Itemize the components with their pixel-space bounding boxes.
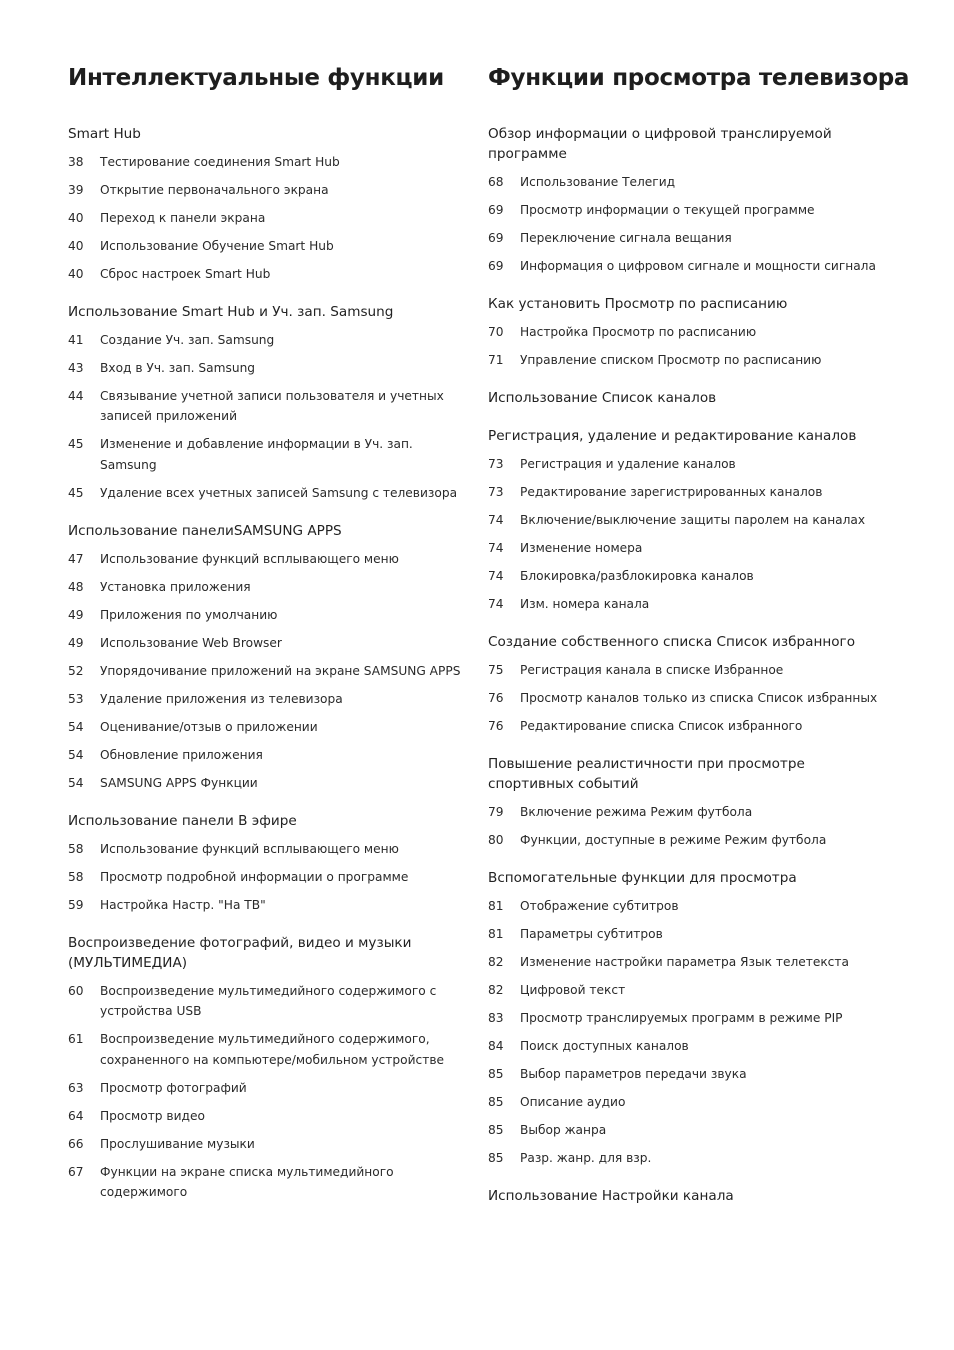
toc-entry[interactable]	[488, 172, 878, 193]
toc-section	[488, 124, 878, 276]
page-number: 40	[68, 238, 84, 253]
entry-title: Упорядочивание приложений на экране SAMSUNG APPS	[100, 663, 461, 678]
toc-entry[interactable]	[488, 688, 878, 709]
page-number: 70	[488, 324, 504, 339]
toc-entry[interactable]	[488, 538, 878, 559]
page-number: 69	[488, 230, 504, 245]
toc-section	[488, 426, 878, 614]
toc-entry[interactable]	[68, 1029, 468, 1070]
page-number: 81	[488, 898, 504, 913]
entry-title: Использование функций всплывающего меню	[100, 551, 399, 566]
page-number: 47	[68, 551, 84, 566]
page-number: 69	[488, 202, 504, 217]
entry-title: Регистрация канала в списке Избранное	[520, 662, 784, 677]
page-number: 74	[488, 540, 504, 555]
entry-title: Регистрация и удаление каналов	[520, 456, 736, 471]
toc-section	[68, 124, 468, 284]
page-number: 41	[68, 332, 84, 347]
toc-entry[interactable]	[488, 896, 878, 917]
page-number: 68	[488, 174, 504, 189]
entry-title: Использование Web Browser	[100, 635, 282, 650]
entry-title: Разр. жанр. для взр.	[520, 1150, 652, 1165]
page-number: 85	[488, 1066, 504, 1081]
toc-entry[interactable]	[68, 1162, 468, 1203]
toc-entry[interactable]	[488, 566, 878, 587]
toc-entry[interactable]	[68, 236, 468, 257]
toc-entry[interactable]	[68, 264, 468, 285]
page-number: 40	[68, 266, 84, 281]
toc-entry[interactable]	[68, 689, 468, 710]
toc-column-left	[68, 60, 468, 1203]
toc-entry[interactable]	[488, 1036, 878, 1057]
toc-entry[interactable]	[68, 152, 468, 173]
toc-column-right	[488, 60, 910, 1206]
page-number: 39	[68, 182, 84, 197]
toc-entry[interactable]	[488, 322, 878, 343]
entry-title: Выбор жанра	[520, 1122, 607, 1137]
toc-heading[interactable]: Регистрация, удаление и редактирование каналов	[488, 428, 857, 444]
toc-entry[interactable]	[488, 980, 878, 1001]
toc-entry[interactable]	[68, 773, 468, 794]
entry-title: Просмотр подробной информации о программе	[100, 869, 409, 884]
toc-entry[interactable]	[68, 386, 468, 427]
entry-title: Просмотр информации о текущей программе	[520, 202, 815, 217]
toc-section	[488, 1186, 878, 1206]
entry-title: Описание аудио	[520, 1094, 626, 1109]
page-number: 74	[488, 512, 504, 527]
entry-title: Отображение субтитров	[520, 898, 679, 913]
page-number: 84	[488, 1038, 504, 1053]
toc-section	[68, 302, 468, 503]
toc-entry[interactable]	[68, 208, 468, 229]
entry-title: Создание Уч. зап. Samsung	[100, 332, 275, 347]
toc-entry[interactable]	[68, 483, 468, 504]
toc-section	[488, 388, 878, 408]
toc-entry[interactable]	[488, 200, 878, 221]
entry-title: Открытие первоначального экрана	[100, 182, 329, 197]
toc-entry[interactable]	[488, 1120, 878, 1141]
entry-title: Воспроизведение мультимедийного содержимого с устройства USB	[100, 983, 437, 1018]
toc-heading[interactable]: Использование панели В эфире	[68, 813, 297, 829]
entry-title: Редактирование зарегистрированных каналов	[520, 484, 823, 499]
toc-entry[interactable]	[68, 1078, 468, 1099]
page-number: 83	[488, 1010, 504, 1025]
page-number: 79	[488, 804, 504, 819]
toc-entry[interactable]	[68, 895, 468, 916]
page-number: 43	[68, 360, 84, 375]
toc-entry[interactable]	[68, 434, 468, 475]
toc-entry[interactable]	[488, 924, 878, 945]
toc-entry[interactable]	[488, 228, 878, 249]
toc-heading[interactable]: Использование Smart Hub и Уч. зап. Samsung	[68, 304, 394, 320]
toc-entry[interactable]	[68, 745, 468, 766]
toc-entry[interactable]	[488, 594, 878, 615]
toc-heading[interactable]: Smart Hub	[68, 126, 141, 142]
toc-entry[interactable]	[488, 454, 878, 475]
entry-title: SAMSUNG APPS Функции	[100, 775, 258, 790]
toc-entry[interactable]	[488, 716, 878, 737]
toc-heading[interactable]: Вспомогательные функции для просмотра	[488, 870, 797, 886]
entry-title: Использование Телегид	[520, 174, 676, 189]
entry-title: Переключение сигнала вещания	[520, 230, 732, 245]
toc-entry[interactable]	[68, 633, 468, 654]
entry-title: Удаление приложения из телевизора	[100, 691, 343, 706]
entry-title: Оценивание/отзыв о приложении	[100, 719, 318, 734]
entry-title: Вход в Уч. зап. Samsung	[100, 360, 256, 375]
entry-title: Выбор параметров передачи звука	[520, 1066, 747, 1081]
toc-entry[interactable]	[68, 605, 468, 626]
toc-entry[interactable]	[68, 180, 468, 201]
page-number: 82	[488, 954, 504, 969]
entry-title: Включение/выключение защиты паролем на каналах	[520, 512, 866, 527]
entry-title: Воспроизведение мультимедийного содержимого, сохраненного на компьютере/мобильном устройстве	[100, 1032, 444, 1067]
entry-title: Просмотр каналов только из списка Список избранных	[520, 690, 878, 705]
toc-entry[interactable]	[488, 660, 878, 681]
toc-section	[68, 811, 468, 915]
toc-section	[68, 521, 468, 793]
entry-title: Цифровой текст	[520, 982, 626, 997]
page-number: 60	[68, 983, 84, 998]
page-number: 64	[68, 1108, 84, 1123]
page-number: 38	[68, 154, 84, 169]
toc-entry[interactable]	[68, 867, 468, 888]
entry-title: Переход к панели экрана	[100, 210, 266, 225]
toc-entry[interactable]	[488, 1148, 878, 1169]
entry-title: Изменение настройки параметра Язык телетекста	[520, 954, 849, 969]
entry-title: Тестирование соединения Smart Hub	[100, 154, 340, 169]
page-number: 69	[488, 258, 504, 273]
page-number: 48	[68, 579, 84, 594]
entry-title: Связывание учетной записи пользователя и учетных записей приложений	[100, 388, 444, 423]
toc-entry[interactable]	[488, 1092, 878, 1113]
entry-title: Просмотр транслируемых программ в режиме PIP	[520, 1010, 843, 1025]
toc-heading[interactable]: Повышение реалистичности при просмотре спортивных событий	[488, 756, 805, 792]
page-number: 58	[68, 869, 84, 884]
entry-title: Информация о цифровом сигнале и мощности сигнала	[520, 258, 876, 273]
section-title: Интеллектуальные функции	[68, 65, 444, 91]
page-number: 80	[488, 832, 504, 847]
toc-entry[interactable]	[488, 952, 878, 973]
entry-title: Сброс настроек Smart Hub	[100, 266, 271, 281]
toc-entry[interactable]	[68, 1134, 468, 1155]
entry-title: Использование функций всплывающего меню	[100, 841, 399, 856]
entry-title: Просмотр видео	[100, 1108, 205, 1123]
page-number: 85	[488, 1122, 504, 1137]
toc-heading[interactable]: Использование Список каналов	[488, 390, 717, 406]
toc-section	[488, 632, 878, 736]
page-number: 49	[68, 635, 84, 650]
page-number: 67	[68, 1164, 84, 1179]
page-number: 82	[488, 982, 504, 997]
page-number: 45	[68, 485, 84, 500]
page-number: 61	[68, 1032, 84, 1046]
page-number: 45	[68, 437, 84, 451]
entry-title: Прослушивание музыки	[100, 1136, 255, 1151]
entry-title: Изменение и добавление информации в Уч. зап. Samsung	[100, 437, 413, 472]
toc-entry[interactable]	[68, 717, 468, 738]
toc-entry[interactable]	[68, 1106, 468, 1127]
page-number: 54	[68, 747, 84, 762]
toc-entry[interactable]	[488, 510, 878, 531]
entry-title: Настройка Просмотр по расписанию	[520, 324, 757, 339]
toc-heading[interactable]: Как установить Просмотр по расписанию	[488, 296, 788, 312]
page-number: 73	[488, 484, 504, 499]
toc-section	[488, 868, 878, 1168]
page-number: 85	[488, 1094, 504, 1109]
toc-entry[interactable]	[68, 358, 468, 379]
entry-title: Включение режима Режим футбола	[520, 804, 753, 819]
toc-entry[interactable]	[488, 482, 878, 503]
page-number: 49	[68, 607, 84, 622]
page-number: 54	[68, 719, 84, 734]
page-number: 40	[68, 210, 84, 225]
toc-entry[interactable]	[68, 839, 468, 860]
page-number: 75	[488, 662, 504, 677]
toc-entry[interactable]	[68, 549, 468, 570]
entry-title: Просмотр фотографий	[100, 1080, 247, 1095]
page-number: 58	[68, 841, 84, 856]
page-number: 52	[68, 663, 84, 678]
toc-entry[interactable]	[488, 830, 878, 851]
page-number: 53	[68, 691, 84, 706]
toc-section	[68, 933, 468, 1203]
toc-entry[interactable]	[68, 577, 468, 598]
section-title: Функции просмотра телевизора	[488, 65, 910, 91]
toc-heading[interactable]: Использование панелиSAMSUNG APPS	[68, 523, 342, 539]
entry-title: Приложения по умолчанию	[100, 607, 278, 622]
page-number: 44	[68, 388, 84, 403]
page-number: 71	[488, 352, 504, 367]
entry-title: Использование Обучение Smart Hub	[100, 238, 334, 253]
toc-heading[interactable]: Использование Настройки канала	[488, 1188, 734, 1204]
entry-title: Функции, доступные в режиме Режим футбола	[520, 832, 827, 847]
toc-heading[interactable]: Обзор информации о цифровой транслируемой программе	[488, 126, 832, 162]
entry-title: Поиск доступных каналов	[520, 1038, 689, 1053]
toc-entry[interactable]	[488, 1008, 878, 1029]
page-number: 63	[68, 1080, 84, 1095]
toc-entry[interactable]	[68, 330, 468, 351]
entry-title: Редактирование списка Список избранного	[520, 718, 803, 733]
page-number: 76	[488, 718, 504, 733]
entry-title: Настройка Настр. "На ТВ"	[100, 897, 266, 912]
page-number: 85	[488, 1150, 504, 1165]
toc-entry[interactable]	[68, 981, 468, 1022]
entry-title: Функции на экране списка мультимедийного содержимого	[100, 1164, 394, 1199]
toc-section	[488, 754, 878, 850]
entry-title: Установка приложения	[100, 579, 251, 594]
page-number: 74	[488, 596, 504, 611]
page-number: 54	[68, 775, 84, 790]
entry-title: Обновление приложения	[100, 747, 263, 762]
page-number: 76	[488, 690, 504, 705]
toc-entry[interactable]	[68, 661, 468, 682]
page-number: 59	[68, 897, 84, 912]
page-number: 73	[488, 456, 504, 471]
toc-entry[interactable]	[488, 1064, 878, 1085]
page-number: 81	[488, 926, 504, 941]
page-number: 66	[68, 1136, 84, 1151]
toc-heading[interactable]: Создание собственного списка Список избранного	[488, 634, 856, 650]
toc-entry[interactable]	[488, 350, 878, 371]
entry-title: Управление списком Просмотр по расписанию	[520, 352, 822, 367]
entry-title: Блокировка/разблокировка каналов	[520, 568, 754, 583]
entry-title: Удаление всех учетных записей Samsung с телевизора	[100, 485, 458, 500]
toc-entry[interactable]	[488, 802, 878, 823]
toc-section	[488, 294, 878, 370]
page-number: 74	[488, 568, 504, 583]
entry-title: Изм. номера канала	[520, 596, 650, 611]
entry-title: Изменение номера	[520, 540, 643, 555]
toc-entry[interactable]	[488, 256, 878, 277]
toc-heading[interactable]: Воспроизведение фотографий, видео и музыки (МУЛЬТИМЕДИА)	[68, 935, 412, 971]
entry-title: Параметры субтитров	[520, 926, 663, 941]
